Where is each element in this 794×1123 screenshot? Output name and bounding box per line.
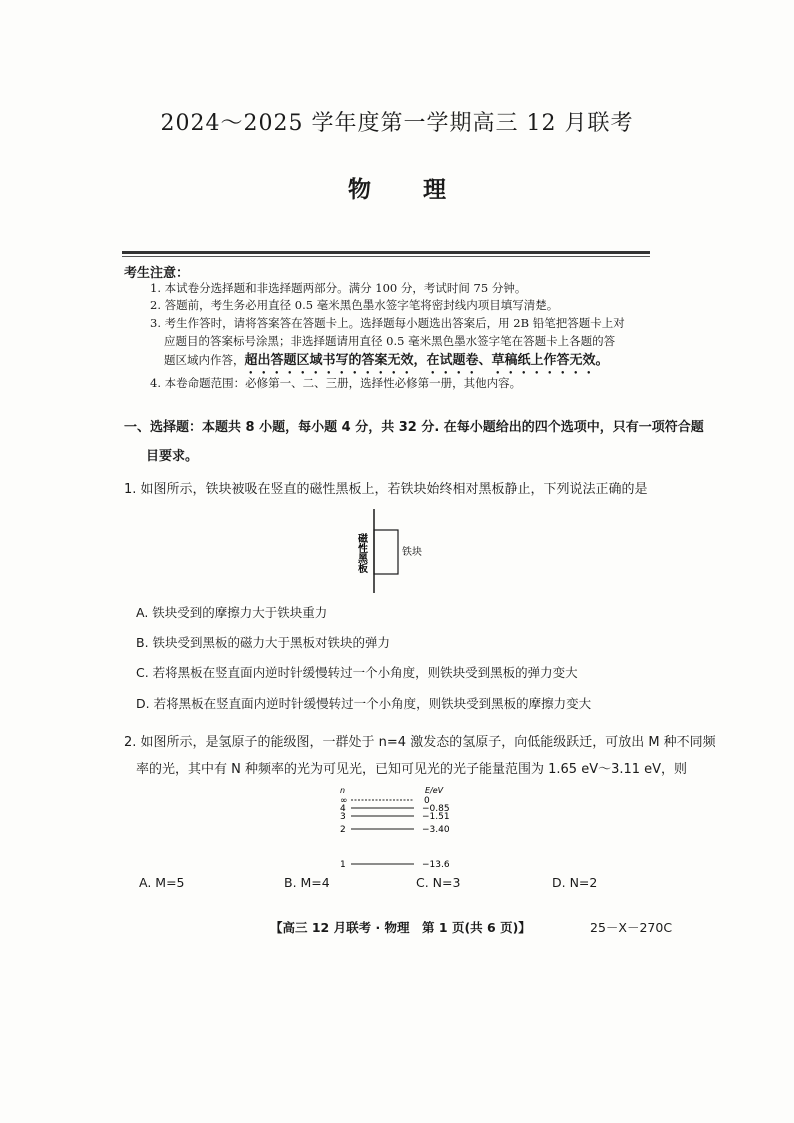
page-footer: 【高三 12 月联考 · 物理 第 1 页(共 6 页)】 bbox=[270, 920, 531, 935]
divider-thin bbox=[122, 256, 650, 257]
section-heading: 一、选择题：本题共 8 小题，每小题 4 分，共 32 分. 在每小题给出的四个选项中，只有一项符合题 bbox=[124, 420, 704, 435]
notice-item-2: 2. 答题前，考生务必用直径 0.5 毫米黑色墨水签字笔将密封线内项目填写清楚。 bbox=[150, 298, 559, 312]
q1-option-c: C. 若将黑板在竖直面内逆时针缓慢转过一个小角度，则铁块受到黑板的弹力变大 bbox=[136, 665, 578, 680]
notice-item-3-cont: 应题目的答案标号涂黑；非选择题请用直径 0.5 毫米黑色墨水签字笔在答题卡上各题的答 bbox=[164, 334, 616, 348]
question-1-figure bbox=[352, 505, 432, 597]
divider-thick bbox=[122, 251, 650, 254]
section-heading-cont: 目要求。 bbox=[146, 449, 199, 464]
q1-option-a: A. 铁块受到的摩擦力大于铁块重力 bbox=[136, 605, 328, 620]
notice-item-4: 4. 本卷命题范围：必修第一、二、三册，选择性必修第一册，其他内容。 bbox=[150, 376, 522, 390]
q1-option-d: D. 若将黑板在竖直面内逆时针缓慢转过一个小角度，则铁块受到黑板的摩擦力变大 bbox=[136, 696, 592, 711]
notice-item-3: 3. 考生作答时，请将答案答在答题卡上。选择题每小题选出答案后，用 2B 铅笔把答题卡上对 bbox=[150, 316, 625, 330]
level-n-3: 3 bbox=[340, 812, 346, 822]
subject-char-1: 物 bbox=[348, 177, 371, 203]
q2-option-b: B. M=4 bbox=[284, 875, 330, 890]
notice-emphasis: 超出答题区域书写的答案无效，在试题卷、草稿纸上作答无效。 bbox=[244, 353, 609, 368]
subject-char-2: 理 bbox=[423, 177, 446, 203]
notice-item-1: 1. 本试卷分选择题和非选择题两部分。满分 100 分，考试时间 75 分钟。 bbox=[150, 281, 527, 295]
q2-option-d: D. N=2 bbox=[552, 875, 598, 890]
level-n-2: 2 bbox=[340, 825, 346, 835]
level-n-1: 1 bbox=[340, 860, 346, 870]
level-n-inf: ∞ bbox=[340, 796, 348, 806]
fig-board-label: 磁性黑板 bbox=[355, 533, 367, 573]
q2-option-c: C. N=3 bbox=[416, 875, 461, 890]
level-e-inf: 0 bbox=[424, 796, 430, 806]
notice-item-3-end-text: 题区域内作答， bbox=[164, 353, 245, 367]
question-2-energy-diagram bbox=[336, 784, 466, 876]
subject-title bbox=[0, 171, 794, 204]
level-n-4: 4 bbox=[340, 804, 346, 814]
question-2-stem-1: 2. 如图所示，是氢原子的能级图，一群处于 n=4 激发态的氢原子，向低能级跃迁，可放出 M 种不同频 bbox=[124, 735, 716, 750]
exam-code: 25－X－270C bbox=[590, 920, 673, 935]
level-e-2: −3.40 bbox=[422, 825, 450, 835]
q2-option-a: A. M=5 bbox=[139, 875, 185, 890]
level-e-3: −1.51 bbox=[422, 812, 450, 822]
level-e-4: −0.85 bbox=[422, 804, 450, 814]
fig-e-label: E/eV bbox=[425, 786, 444, 795]
fig-block-label: 铁块 bbox=[402, 547, 422, 558]
question-2-stem-2: 率的光，其中有 N 种频率的光为可见光，已知可见光的光子能量范围为 1.65 eV～3.11 eV，则 bbox=[136, 762, 688, 777]
question-1-stem: 1. 如图所示，铁块被吸在竖直的磁性黑板上，若铁块始终相对黑板静止，下列说法正确的是 bbox=[124, 482, 648, 497]
notice-heading: 考生注意： bbox=[124, 266, 190, 281]
q1-option-b: B. 铁块受到黑板的磁力大于黑板对铁块的弹力 bbox=[136, 635, 391, 650]
exam-title: 2024～2025 学年度第一学期高三 12 月联考 bbox=[160, 111, 634, 136]
notice-item-3-end bbox=[164, 352, 609, 377]
fig-n-label: n bbox=[340, 786, 346, 795]
level-e-1: −13.6 bbox=[422, 860, 450, 870]
